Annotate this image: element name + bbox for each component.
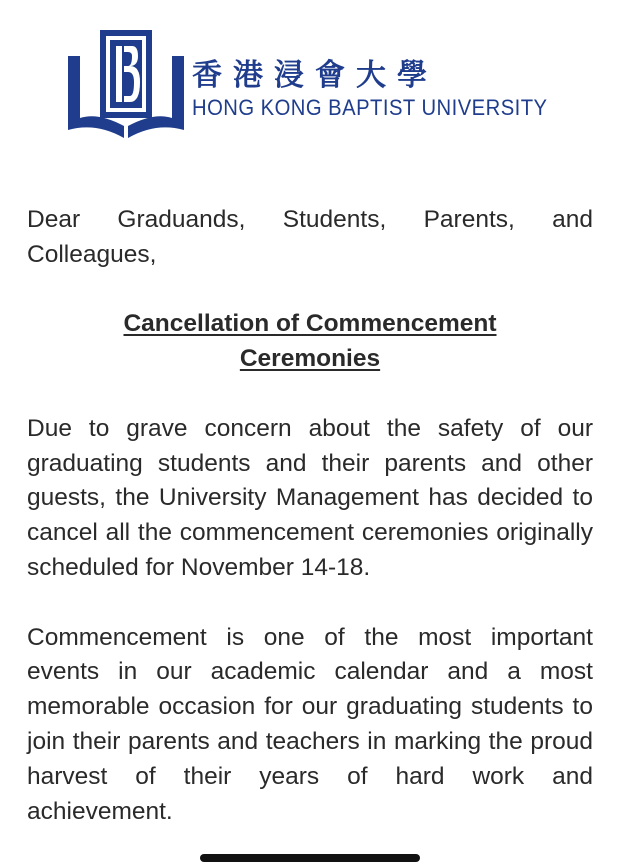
paragraph-2: Commencement is one of the most important events in our academic calendar and a most memorable occasion for our graduating students to join their parents and teachers in marking the proud harvest of their years of hard work and achievement. — [27, 623, 593, 825]
university-header — [0, 0, 619, 160]
home-indicator[interactable] — [200, 854, 420, 862]
logo-chinese-name: 香港浸會大學 — [192, 58, 438, 93]
letter-title: Cancellation of Commencement Ceremonies — [123, 310, 497, 373]
salutation: Dear Graduands, Students, Parents, and Colleagues, — [27, 206, 593, 268]
paragraph-1: Due to grave concern about the safety of our graduating students and their parents and other guests, the University Management has decided to cancel all the commencement ceremonies originally scheduled for November 14-18. — [27, 414, 593, 581]
letter-body — [27, 203, 593, 829]
hkbu-book-crest-icon — [66, 26, 186, 146]
logo-english-name: HONG KONG BAPTIST UNIVERSITY — [192, 95, 548, 120]
